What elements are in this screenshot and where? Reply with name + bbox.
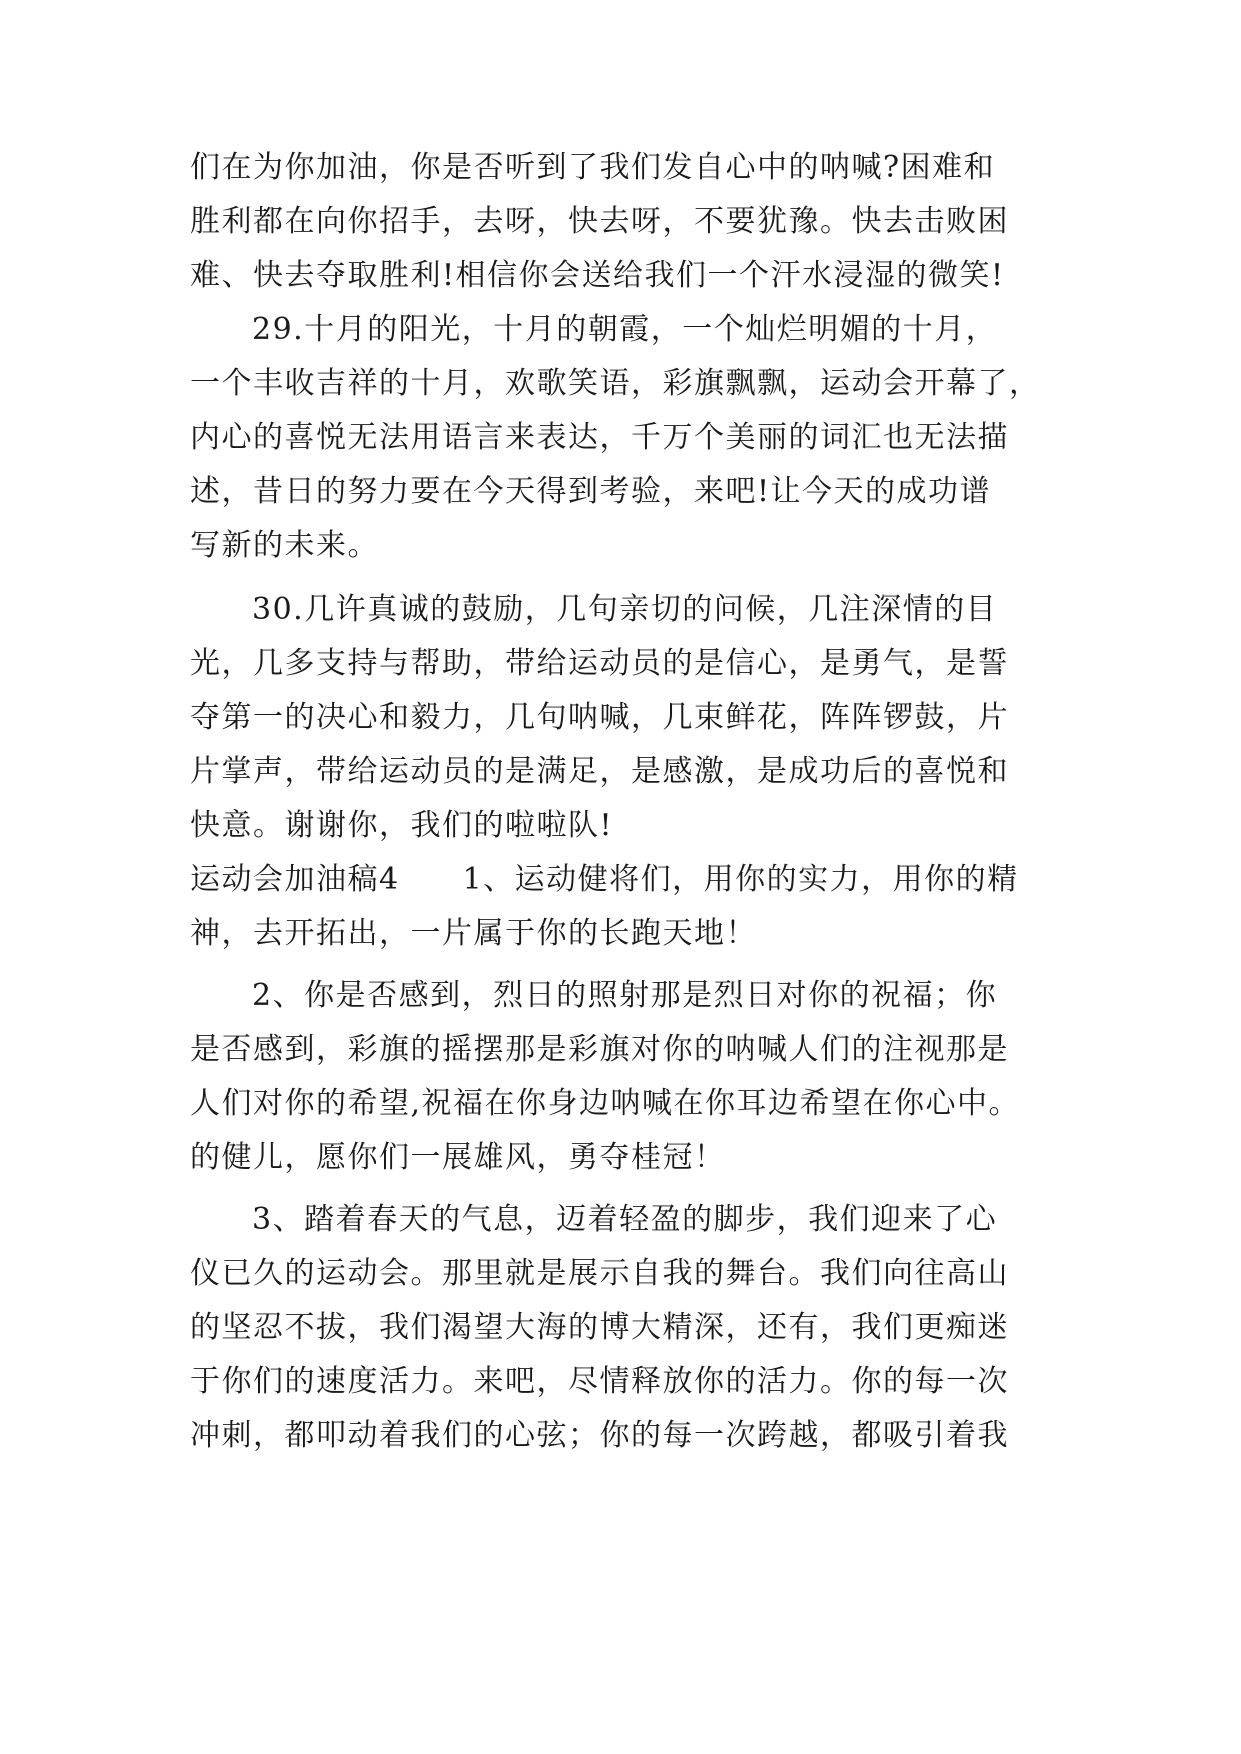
text-line: 快意。谢谢你，我们的啦啦队! xyxy=(190,808,614,843)
text-line: 人们对你的希望,祝福在你身边呐喊在你耳边希望在你心中。 xyxy=(190,1086,1021,1121)
paragraph-first-line: 30.几许真诚的鼓励，几句亲切的问候，几注深情的目 xyxy=(252,592,998,627)
text-line: 的坚忍不拔，我们渴望大海的博大精深，还有，我们更痴迷 xyxy=(190,1310,1009,1345)
text-line: 难、快去夺取胜利!相信你会送给我们一个汗水浸湿的微笑! xyxy=(190,258,1005,293)
text-line: 是否感到，彩旗的摇摆那是彩旗对你的呐喊人们的注视那是 xyxy=(190,1032,1009,1067)
text-line: 们在为你加油，你是否听到了我们发自心中的呐喊?困难和 xyxy=(190,150,996,185)
text-line: 写新的未来。 xyxy=(190,528,379,563)
text-line: 片掌声，带给运动员的是满足，是感激，是成功后的喜悦和 xyxy=(190,754,1009,789)
text-line: 胜利都在向你招手，去呀，快去呀，不要犹豫。快去击败困 xyxy=(190,204,1009,239)
text-line: 仪已久的运动会。那里就是展示自我的舞台。我们向往高山 xyxy=(190,1256,1009,1291)
text-line: 内心的喜悦无法用语言来表达，千万个美丽的词汇也无法描 xyxy=(190,420,1009,455)
text-line: 夺第一的决心和毅力，几句呐喊，几束鲜花，阵阵锣鼓，片 xyxy=(190,700,1009,735)
paragraph-first-line: 29.十月的阳光，十月的朝霞，一个灿烂明媚的十月， xyxy=(252,312,998,347)
text-line: 一个丰收吉祥的十月，欢歌笑语，彩旗飘飘，运动会开幕了， xyxy=(190,366,1041,401)
paragraph-first-line: 2、你是否感到，烈日的照射那是烈日对你的祝福；你 xyxy=(252,978,998,1013)
text-line: 冲刺，都叩动着我们的心弦；你的每一次跨越，都吸引着我 xyxy=(190,1418,1009,1453)
text-line: 于你们的速度活力。来吧，尽情释放你的活力。你的每一次 xyxy=(190,1364,1009,1399)
text-line: 的健儿，愿你们一展雄风，勇夺桂冠！ xyxy=(190,1140,726,1175)
text-line: 述，昔日的努力要在今天得到考验，来吧!让今天的成功谱 xyxy=(190,474,992,509)
paragraph-first-line: 3、踏着春天的气息，迈着轻盈的脚步，我们迎来了心 xyxy=(252,1202,998,1237)
text-line: 光，几多支持与帮助，带给运动员的是信心，是勇气，是誓 xyxy=(190,646,1009,681)
text-line: 神，去开拓出，一片属于你的长跑天地！ xyxy=(190,916,757,951)
section-heading-line: 运动会加油稿4 1、运动健将们，用你的实力，用你的精 xyxy=(190,862,1019,897)
